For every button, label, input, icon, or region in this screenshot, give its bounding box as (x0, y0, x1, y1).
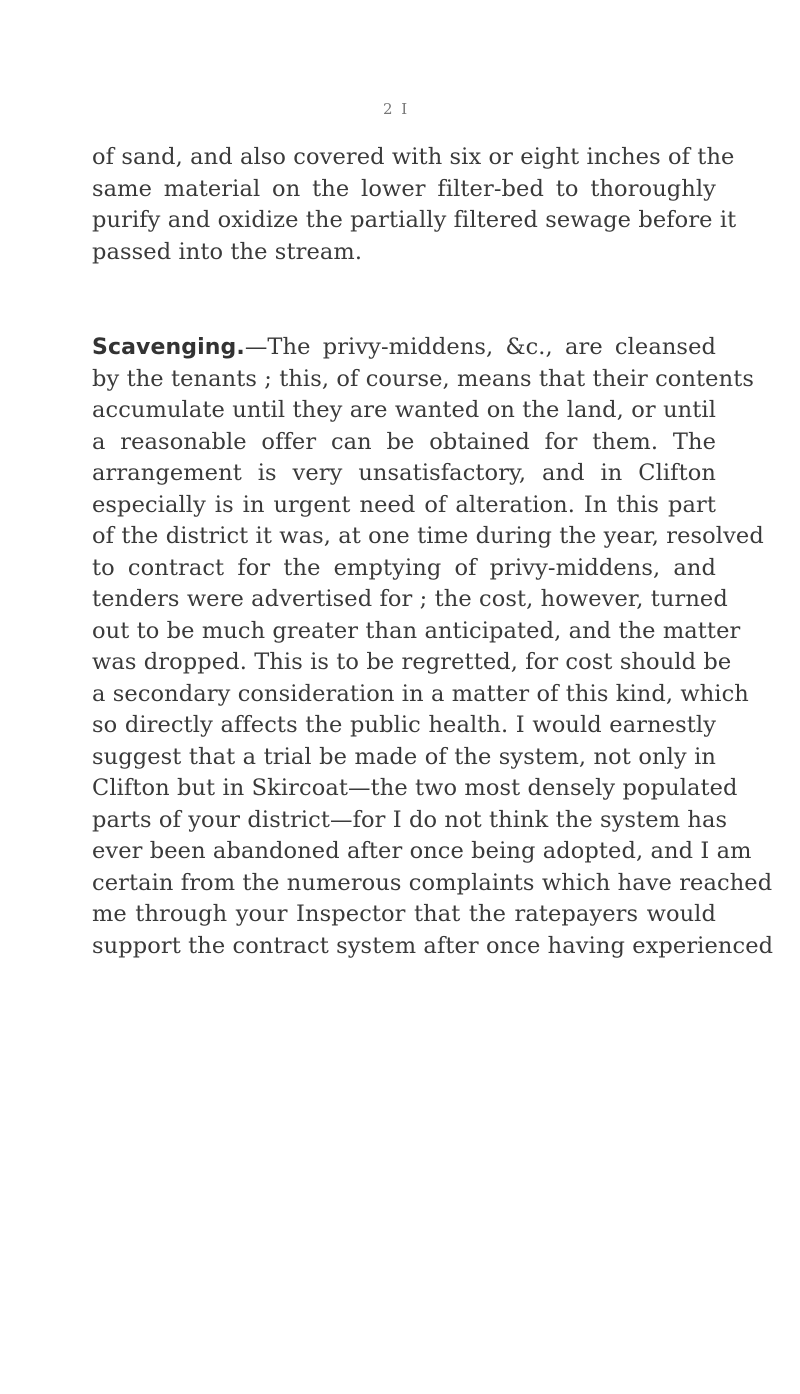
text-line: support the contract system after once having experienced (92, 932, 774, 959)
text-line: suggest that a trial be made of the system, not only in (92, 743, 716, 770)
text-line: accumulate until they are wanted on the land, or until (92, 397, 716, 423)
text-line: same material on the lower filter-bed to thoroughly (92, 175, 716, 202)
text-line: ever been abandoned after once being adopted, and I am (92, 838, 752, 864)
text-line (92, 332, 716, 364)
text-line: me through your Inspector that the ratepayers would (92, 901, 716, 927)
text-line: tenders were advertised for ; the cost, however, turned (92, 586, 728, 612)
text-line: especially is in urgent need of alteration. In this part (92, 491, 716, 518)
text-line: parts of your district—for I do not think the system has (92, 806, 728, 833)
text-line: a reasonable offer can be obtained for them. The (92, 428, 716, 455)
paragraph-scavenging (92, 332, 774, 962)
text-line: so directly affects the public health. I would earnestly (92, 712, 716, 738)
section-heading: Scavenging. (92, 335, 245, 360)
text-line: arrangement is very unsatisfactory, and in Clifton (92, 460, 716, 486)
text-line: certain from the numerous complaints which have reached (92, 869, 773, 896)
text-line: by the tenants ; this, of course, means that their contents (92, 365, 754, 392)
text-line: of the district it was, at one time during the year, resolved (92, 523, 764, 549)
paragraph-sewage (92, 142, 737, 268)
text-line: a secondary consideration in a matter of this kind, which (92, 680, 749, 707)
text-line: Clifton but in Skircoat—the two most densely populated (92, 775, 738, 801)
text-line: passed into the stream. (92, 238, 363, 265)
text-line: to contract for the emptying of privy-middens, and (92, 554, 716, 581)
text-line-rest: —The privy-middens, &c., are cleansed (244, 334, 716, 360)
text-line: out to be much greater than anticipated, and the matter (92, 617, 741, 644)
text-line: purify and oxidize the partially filtered sewage before it (92, 207, 737, 233)
page-number: 2 I (383, 100, 410, 118)
text-line: of sand, and also covered with six or eight inches of the (92, 144, 735, 170)
text-line: was dropped. This is to be regretted, for cost should be (92, 649, 732, 675)
